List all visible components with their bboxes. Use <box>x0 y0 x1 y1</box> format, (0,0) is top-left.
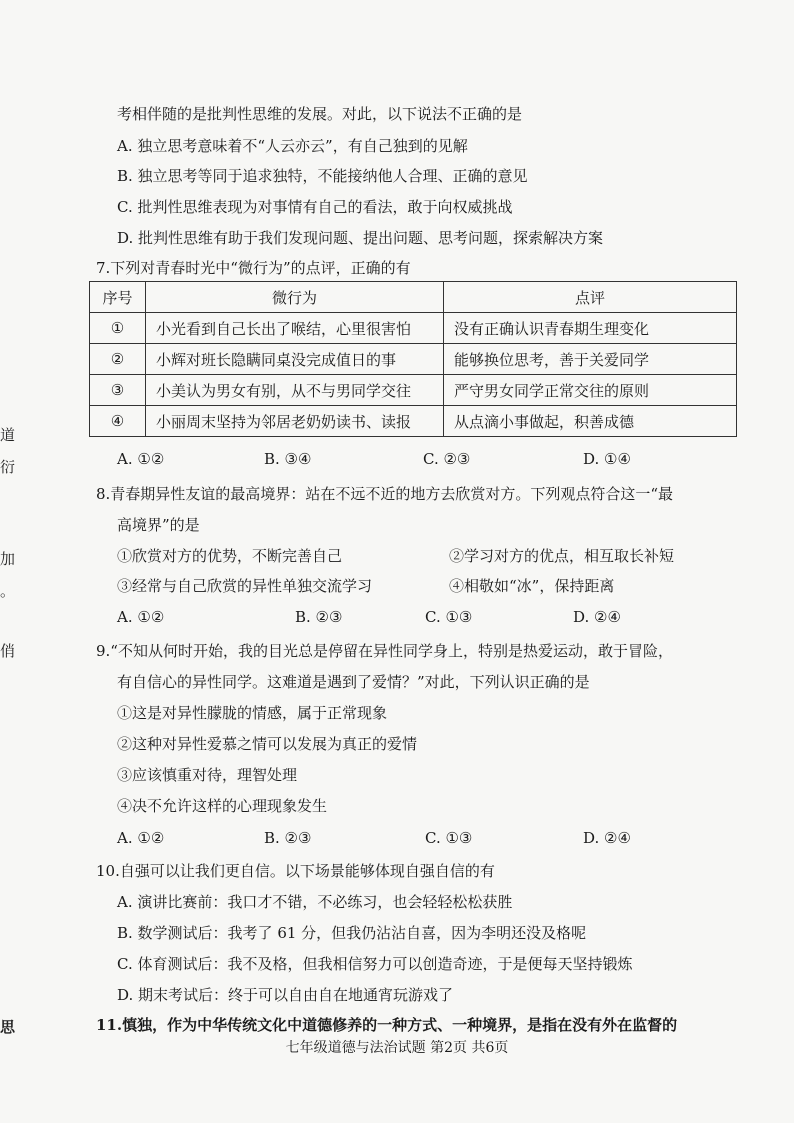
table-cell: 能够换位思考，善于关爱同学 <box>444 344 737 375</box>
q10-option-d: D. 期末考试后：终于可以自由自在地通宵玩游戏了 <box>117 986 454 1004</box>
q8-option-b: B. ②③ <box>295 608 343 626</box>
q9-item-2: ②这种对异性爱慕之情可以发展为真正的爱情 <box>117 735 418 753</box>
table-cell: 小辉对班长隐瞒同桌没完成值日的事 <box>146 344 444 375</box>
q9-item-3: ③应该慎重对待，理智处理 <box>117 766 298 784</box>
margin-fragment: 。 <box>0 582 16 600</box>
q9-stem-cont: 有自信心的异性同学。这难道是遇到了爱情？”对此，下列认识正确的是 <box>117 673 590 691</box>
q6-option-b: B. 独立思考等同于追求独特，不能接纳他人合理、正确的意见 <box>117 167 528 185</box>
table-header: 点评 <box>444 282 737 313</box>
margin-fragment: 思 <box>0 1018 16 1036</box>
margin-fragment: 加 <box>0 550 16 568</box>
q6-option-c: C. 批判性思维表现为对事情有自己的看法，敢于向权威挑战 <box>117 198 513 216</box>
q8-stem-cont: 高境界”的是 <box>117 516 200 534</box>
table-cell: 从点滴小事做起，积善成德 <box>444 406 737 437</box>
table-cell: ③ <box>90 375 146 406</box>
q9-item-4: ④决不允许这样的心理现象发生 <box>117 797 328 815</box>
margin-fragment: 俏 <box>0 642 16 660</box>
q9-option-c: C. ①③ <box>425 829 473 847</box>
table-cell: ④ <box>90 406 146 437</box>
q9-option-d: D. ②④ <box>583 829 631 847</box>
q6-stem: 考相伴随的是批判性思维的发展。对此，以下说法不正确的是 <box>117 105 523 123</box>
q9-option-b: B. ②③ <box>264 829 312 847</box>
table-cell: ① <box>90 313 146 344</box>
q9-stem: 9.“不知从何时开始，我的目光总是停留在异性同学身上，特别是热爱运动，敢于冒险， <box>96 642 673 660</box>
q9-item-1: ①这是对异性朦胧的情感，属于正常现象 <box>117 704 388 722</box>
table-cell: 没有正确认识青春期生理变化 <box>444 313 737 344</box>
q8-item-1: ①欣赏对方的优势，不断完善自己 <box>117 547 343 565</box>
q7-stem: 7.下列对青春时光中“微行为”的点评，正确的有 <box>96 259 411 277</box>
table-cell: 小丽周末坚持为邻居老奶奶读书、读报 <box>146 406 444 437</box>
q10-option-a: A. 演讲比赛前：我口才不错，不必练习，也会轻轻松松获胜 <box>117 893 513 911</box>
q6-option-a: A. 独立思考意味着不“人云亦云”，有自己独到的见解 <box>117 137 468 155</box>
q8-stem: 8.青春期异性友谊的最高境界：站在不远不近的地方去欣赏对方。下列观点符合这一“最 <box>96 485 673 503</box>
table-cell: 小美认为男女有别，从不与男同学交往 <box>146 375 444 406</box>
q8-item-3: ③经常与自己欣赏的异性单独交流学习 <box>117 577 373 595</box>
q8-option-d: D. ②④ <box>573 608 621 626</box>
table-row <box>90 406 737 437</box>
q7-option-c: C. ②③ <box>423 450 471 468</box>
q8-option-c: C. ①③ <box>425 608 473 626</box>
q10-stem: 10.自强可以让我们更自信。以下场景能够体现自强自信的有 <box>96 862 495 880</box>
table-header: 微行为 <box>146 282 444 313</box>
table-cell: 严守男女同学正常交往的原则 <box>444 375 737 406</box>
q8-option-a: A. ①② <box>117 608 165 626</box>
table-cell: ② <box>90 344 146 375</box>
margin-fragment: 衍 <box>0 458 16 476</box>
q7-option-b: B. ③④ <box>264 450 312 468</box>
table-header: 序号 <box>90 282 146 313</box>
q7-option-d: D. ①④ <box>583 450 631 468</box>
table-row <box>90 344 737 375</box>
page-footer: 七年级道德与法治试题 第2页 共6页 <box>285 1040 509 1056</box>
q8-item-4: ④相敬如“冰”，保持距离 <box>449 577 615 595</box>
q11-stem: 11.慎独，作为中华传统文化中道德修养的一种方式、一种境界，是指在没有外在监督的 <box>96 1016 678 1034</box>
q7-option-a: A. ①② <box>117 450 165 468</box>
table-cell: 小光看到自己长出了喉结，心里很害怕 <box>146 313 444 344</box>
q9-option-a: A. ①② <box>117 829 165 847</box>
table-header-row <box>90 282 737 313</box>
margin-fragment: 道 <box>0 426 16 444</box>
table-row <box>90 375 737 406</box>
q8-item-2: ②学习对方的优点，相互取长补短 <box>449 547 675 565</box>
q7-table <box>89 281 737 437</box>
table-row <box>90 313 737 344</box>
q6-option-d: D. 批判性思维有助于我们发现问题、提出问题、思考问题，探索解决方案 <box>117 229 604 247</box>
q10-option-b: B. 数学测试后：我考了 61 分，但我仍沾沾自喜，因为李明还没及格呢 <box>117 924 587 942</box>
q10-option-c: C. 体育测试后：我不及格，但我相信努力可以创造奇迹，于是便每天坚持锻炼 <box>117 955 633 973</box>
